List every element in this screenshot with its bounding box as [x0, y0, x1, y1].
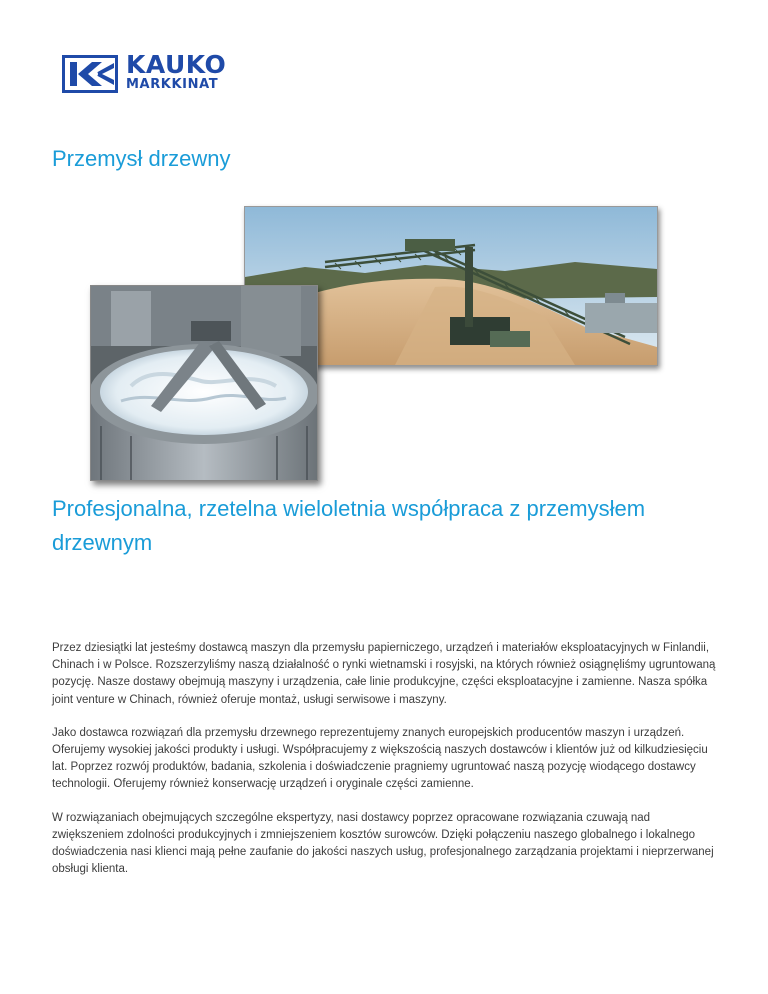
page-title: Przemysł drzewny — [52, 146, 231, 171]
paragraph: Jako dostawca rozwiązań dla przemysłu drzewnego reprezentujemy znanych europejskich producentów maszyn i urządzeń. Oferujemy wysokiej jakości produkty i usługi. Współpracujemy z większością naszych dostawców i klientów już od kilkudziesięciu lat. Poprzez rozwój produktów, badania, szkolenia i doświadczenie pragniemy ugruntować naszą pozycję wiodącego dostawcy technologii. Oferujemy również konserwację urządzeń i oryginale części zamienne. — [52, 726, 708, 791]
kauko-markkinat-logo — [62, 52, 262, 96]
pulp-washer-tank-photo — [90, 285, 318, 481]
logo-name: KAUKO — [126, 50, 227, 79]
body-text — [52, 640, 716, 894]
paragraph: Przez dziesiątki lat jesteśmy dostawcą maszyn dla przemysłu papierniczego, urządzeń i materiałów eksploatacyjnych w Finlandii, Chinach i w Polsce. Rozszerzyliśmy naszą działalność o rynki wietnamski i rosyjski, na których również osiągnęliśmy ugruntowaną pozycję. Nasze dostawy obejmują maszyny i urządzenia, całe linie produkcyjne, części eksploatacyjne i zamienne. Nasza spółka joint venture w Chinach, również oferuje montaż, usługi serwisowe i maszyny. — [52, 642, 716, 706]
section-heading: Profesjonalna, rzetelna wieloletnia współpraca z przemysłem drzewnym — [52, 496, 646, 555]
logo-subname: MARKKINAT — [126, 77, 219, 92]
paragraph: W rozwiązaniach obejmujących szczególne ekspertyzy, nasi dostawcy poprzez opracowane rozwiązania czuwają nad zwiększeniem zdolności produkcyjnych i zmniejszeniem kosztów surowców. Dzięki połączeniu naszego globalnego i lokalnego doświadczenia nasi klienci mają pełne zaufanie do jakości naszych usług, profesjonalnego zarządzania projektami i nieprzerwanej obsługi klienta. — [52, 811, 714, 876]
kauko-logo-icon — [62, 55, 118, 93]
